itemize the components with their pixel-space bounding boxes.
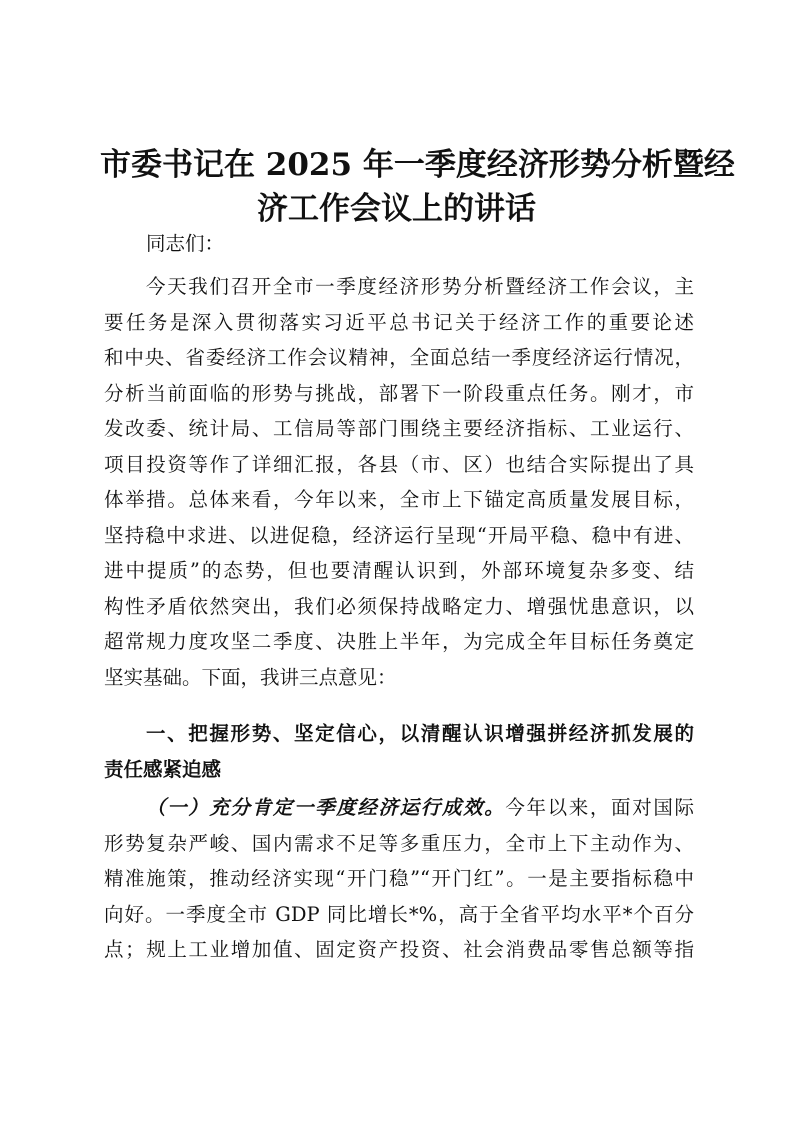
paragraph-line: 和中央、省委经济工作会议精神，全面总结一季度经济运行情况， bbox=[104, 346, 694, 369]
paragraph-line: 精准施策，推动经济实现“开门稳”“开门红”。一是主要指标稳中 bbox=[104, 867, 694, 890]
paragraph-2-first-line-rest: 今年以来，面对国际 bbox=[505, 796, 694, 819]
document-title-line-2: 济工作会议上的讲话 bbox=[257, 191, 536, 227]
section-1-heading-line-2: 责任感紧迫感 bbox=[104, 758, 222, 781]
paragraph-line: 进中提质”的态势，但也要清醒认识到，外部环境复杂多变、结 bbox=[104, 559, 694, 582]
paragraph-line: 形势复杂严峻、国内需求不足等多重压力，全市上下主动作为、 bbox=[104, 831, 694, 855]
paragraph-line: 体举措。总体来看，今年以来，全市上下锚定高质量发展目标， bbox=[104, 488, 694, 511]
paragraph-line: 分析当前面临的形势与挑战，部署下一阶段重点任务。刚才，市 bbox=[104, 381, 694, 405]
paragraph-line: 超常规力度攻坚二季度、决胜上半年，为完成全年目标任务奠定 bbox=[104, 630, 694, 653]
paragraph-line: 项目投资等作了详细汇报，各县（市、区）也结合实际提出了具 bbox=[104, 452, 694, 476]
paragraph-line: 今天我们召开全市一季度经济形势分析暨经济工作会议，主 bbox=[146, 275, 694, 298]
paragraph-line: 坚持稳中求进、以进促稳，经济运行呈现“开局平稳、稳中有进、 bbox=[104, 523, 694, 547]
paragraph-line: 要任务是深入贯彻落实习近平总书记关于经济工作的重要论述 bbox=[104, 310, 694, 334]
paragraph-line: 点；规上工业增加值、固定资产投资、社会消费品零售总额等指 bbox=[104, 938, 694, 961]
paragraph-line: 构性矛盾依然突出，我们必须保持战略定力、增强忧患意识，以 bbox=[104, 594, 694, 618]
section-1-heading-line-1: 一、把握形势、坚定信心，以清醒认识增强拼经济抓发展的 bbox=[146, 722, 694, 745]
document-title-line-1: 市委书记在 2025 年一季度经济形势分析暨经 bbox=[100, 147, 735, 183]
paragraph-line bbox=[104, 790, 694, 826]
paragraph-1 bbox=[104, 269, 694, 695]
greeting: 同志们： bbox=[146, 232, 225, 255]
paragraph-line: 向好。一季度全市 GDP 同比增长*%，高于全省平均水平*个百分 bbox=[104, 902, 694, 926]
paragraph-line: 发改委、统计局、工信局等部门围绕主要经济指标、工业运行、 bbox=[104, 417, 694, 440]
paragraph-2 bbox=[104, 790, 694, 968]
subsection-1-title: （一）充分肯定一季度经济运行成效。 bbox=[146, 796, 506, 819]
paragraph-line: 坚实基础。下面，我讲三点意见： bbox=[104, 665, 397, 689]
